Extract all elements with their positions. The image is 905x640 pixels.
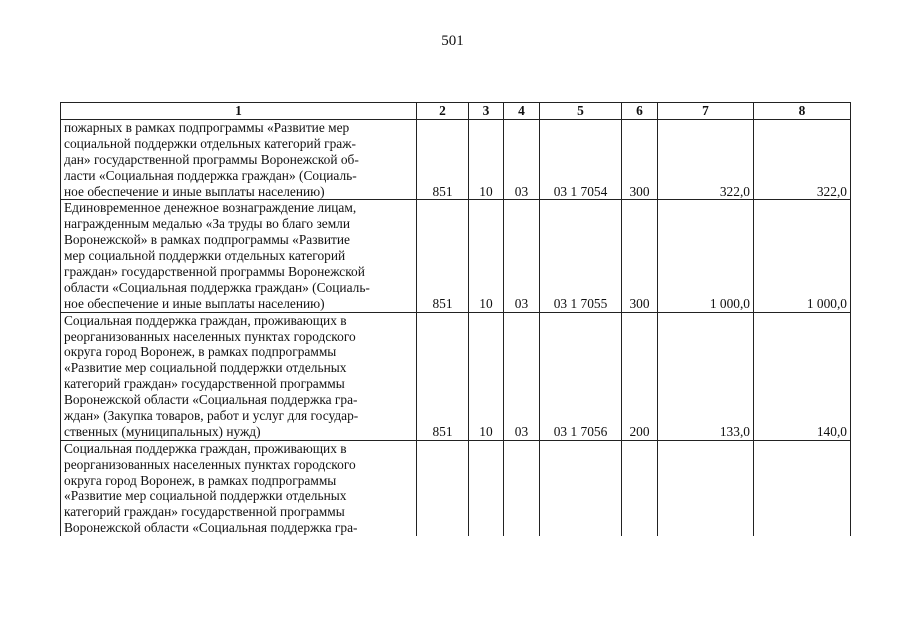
header-row: [61, 103, 851, 120]
cell-col-5: [540, 440, 622, 536]
col-header-5: 5: [540, 103, 622, 120]
col-header-2: 2: [417, 103, 469, 120]
description-line: ждан» (Закупка товаров, работ и услуг для государ-: [64, 408, 359, 424]
description-line: мер социальной поддержки отдельных категорий: [64, 248, 346, 264]
page-number: 501: [441, 33, 464, 49]
cell-col-5: 03 1 7054: [540, 120, 622, 200]
description-line: реорганизованных населенных пунктах городского: [64, 456, 356, 472]
cell-col-5: 03 1 7055: [540, 200, 622, 312]
cell-col-5: 03 1 7056: [540, 312, 622, 440]
description-line: области «Социальная поддержка граждан» (Социаль-: [64, 279, 370, 295]
cell-col-7: 322,0: [658, 120, 754, 200]
description-line: категорий граждан» государственной программы: [64, 504, 345, 520]
description-line: Воронежской области «Социальная поддержка гра-: [64, 392, 358, 408]
description-line: Единовременное денежное вознаграждение лицам,: [64, 200, 357, 216]
table-row: [61, 440, 851, 536]
description-line: «Развитие мер социальной поддержки отдельных: [64, 488, 347, 504]
cell-col-7: 1 000,0: [658, 200, 754, 312]
cell-col-3: 10: [469, 200, 504, 312]
table-row: [61, 120, 851, 200]
cell-col-3: 10: [469, 120, 504, 200]
col-header-8: 8: [754, 103, 851, 120]
col-header-7: 7: [658, 103, 754, 120]
row-description: [61, 120, 417, 200]
description-line: округа город Воронеж, в рамках подпрограммы: [64, 344, 337, 360]
description-line: ласти «Социальная поддержка граждан» (Социаль-: [64, 167, 357, 183]
cell-col-2: 851: [417, 200, 469, 312]
row-description: [61, 312, 417, 440]
cell-col-4: [504, 440, 540, 536]
description-line: граждан» государственной программы Воронежской: [64, 264, 365, 280]
description-line: ственных (муниципальных) нужд): [64, 423, 261, 439]
description-line: дан» государственной программы Воронежской об-: [64, 151, 359, 167]
col-header-6: 6: [622, 103, 658, 120]
cell-col-6: 200: [622, 312, 658, 440]
cell-col-8: 1 000,0: [754, 200, 851, 312]
col-header-3: 3: [469, 103, 504, 120]
description-line: категорий граждан» государственной программы: [64, 376, 345, 392]
description-line: социальной поддержки отдельных категорий граж-: [64, 135, 356, 151]
cell-col-2: 851: [417, 120, 469, 200]
table-row: [61, 312, 851, 440]
description-line: округа город Воронеж, в рамках подпрограммы: [64, 472, 337, 488]
cell-col-4: 03: [504, 120, 540, 200]
cell-col-4: 03: [504, 200, 540, 312]
cell-col-4: 03: [504, 312, 540, 440]
description-line: пожарных в рамках подпрограммы «Развитие мер: [64, 120, 350, 135]
description-line: Социальная поддержка граждан, проживающих в: [64, 312, 347, 328]
description-line: реорганизованных населенных пунктах городского: [64, 328, 356, 344]
cell-col-7: 133,0: [658, 312, 754, 440]
description-line: награжденным медалью «За труды во благо земли: [64, 216, 351, 232]
cell-col-2: 851: [417, 312, 469, 440]
row-description: [61, 200, 417, 312]
description-line: ное обеспечение и иные выплаты населению): [64, 183, 325, 199]
cell-col-8: 140,0: [754, 312, 851, 440]
row-description: [61, 440, 417, 536]
budget-table: [60, 102, 851, 536]
cell-col-8: [754, 440, 851, 536]
cell-col-8: 322,0: [754, 120, 851, 200]
description-line: «Развитие мер социальной поддержки отдельных: [64, 360, 347, 376]
description-line: Воронежской области «Социальная поддержка гра-: [64, 520, 358, 536]
cell-col-7: [658, 440, 754, 536]
col-header-4: 4: [504, 103, 540, 120]
cell-col-6: [622, 440, 658, 536]
table-row: [61, 200, 851, 312]
cell-col-2: [417, 440, 469, 536]
cell-col-3: 10: [469, 312, 504, 440]
description-line: Социальная поддержка граждан, проживающих в: [64, 440, 347, 456]
cell-col-3: [469, 440, 504, 536]
description-line: Воронежской» в рамках подпрограммы «Развитие: [64, 232, 350, 248]
cell-col-6: 300: [622, 120, 658, 200]
cell-col-6: 300: [622, 200, 658, 312]
description-line: ное обеспечение и иные выплаты населению): [64, 295, 325, 311]
col-header-1: 1: [61, 103, 417, 120]
